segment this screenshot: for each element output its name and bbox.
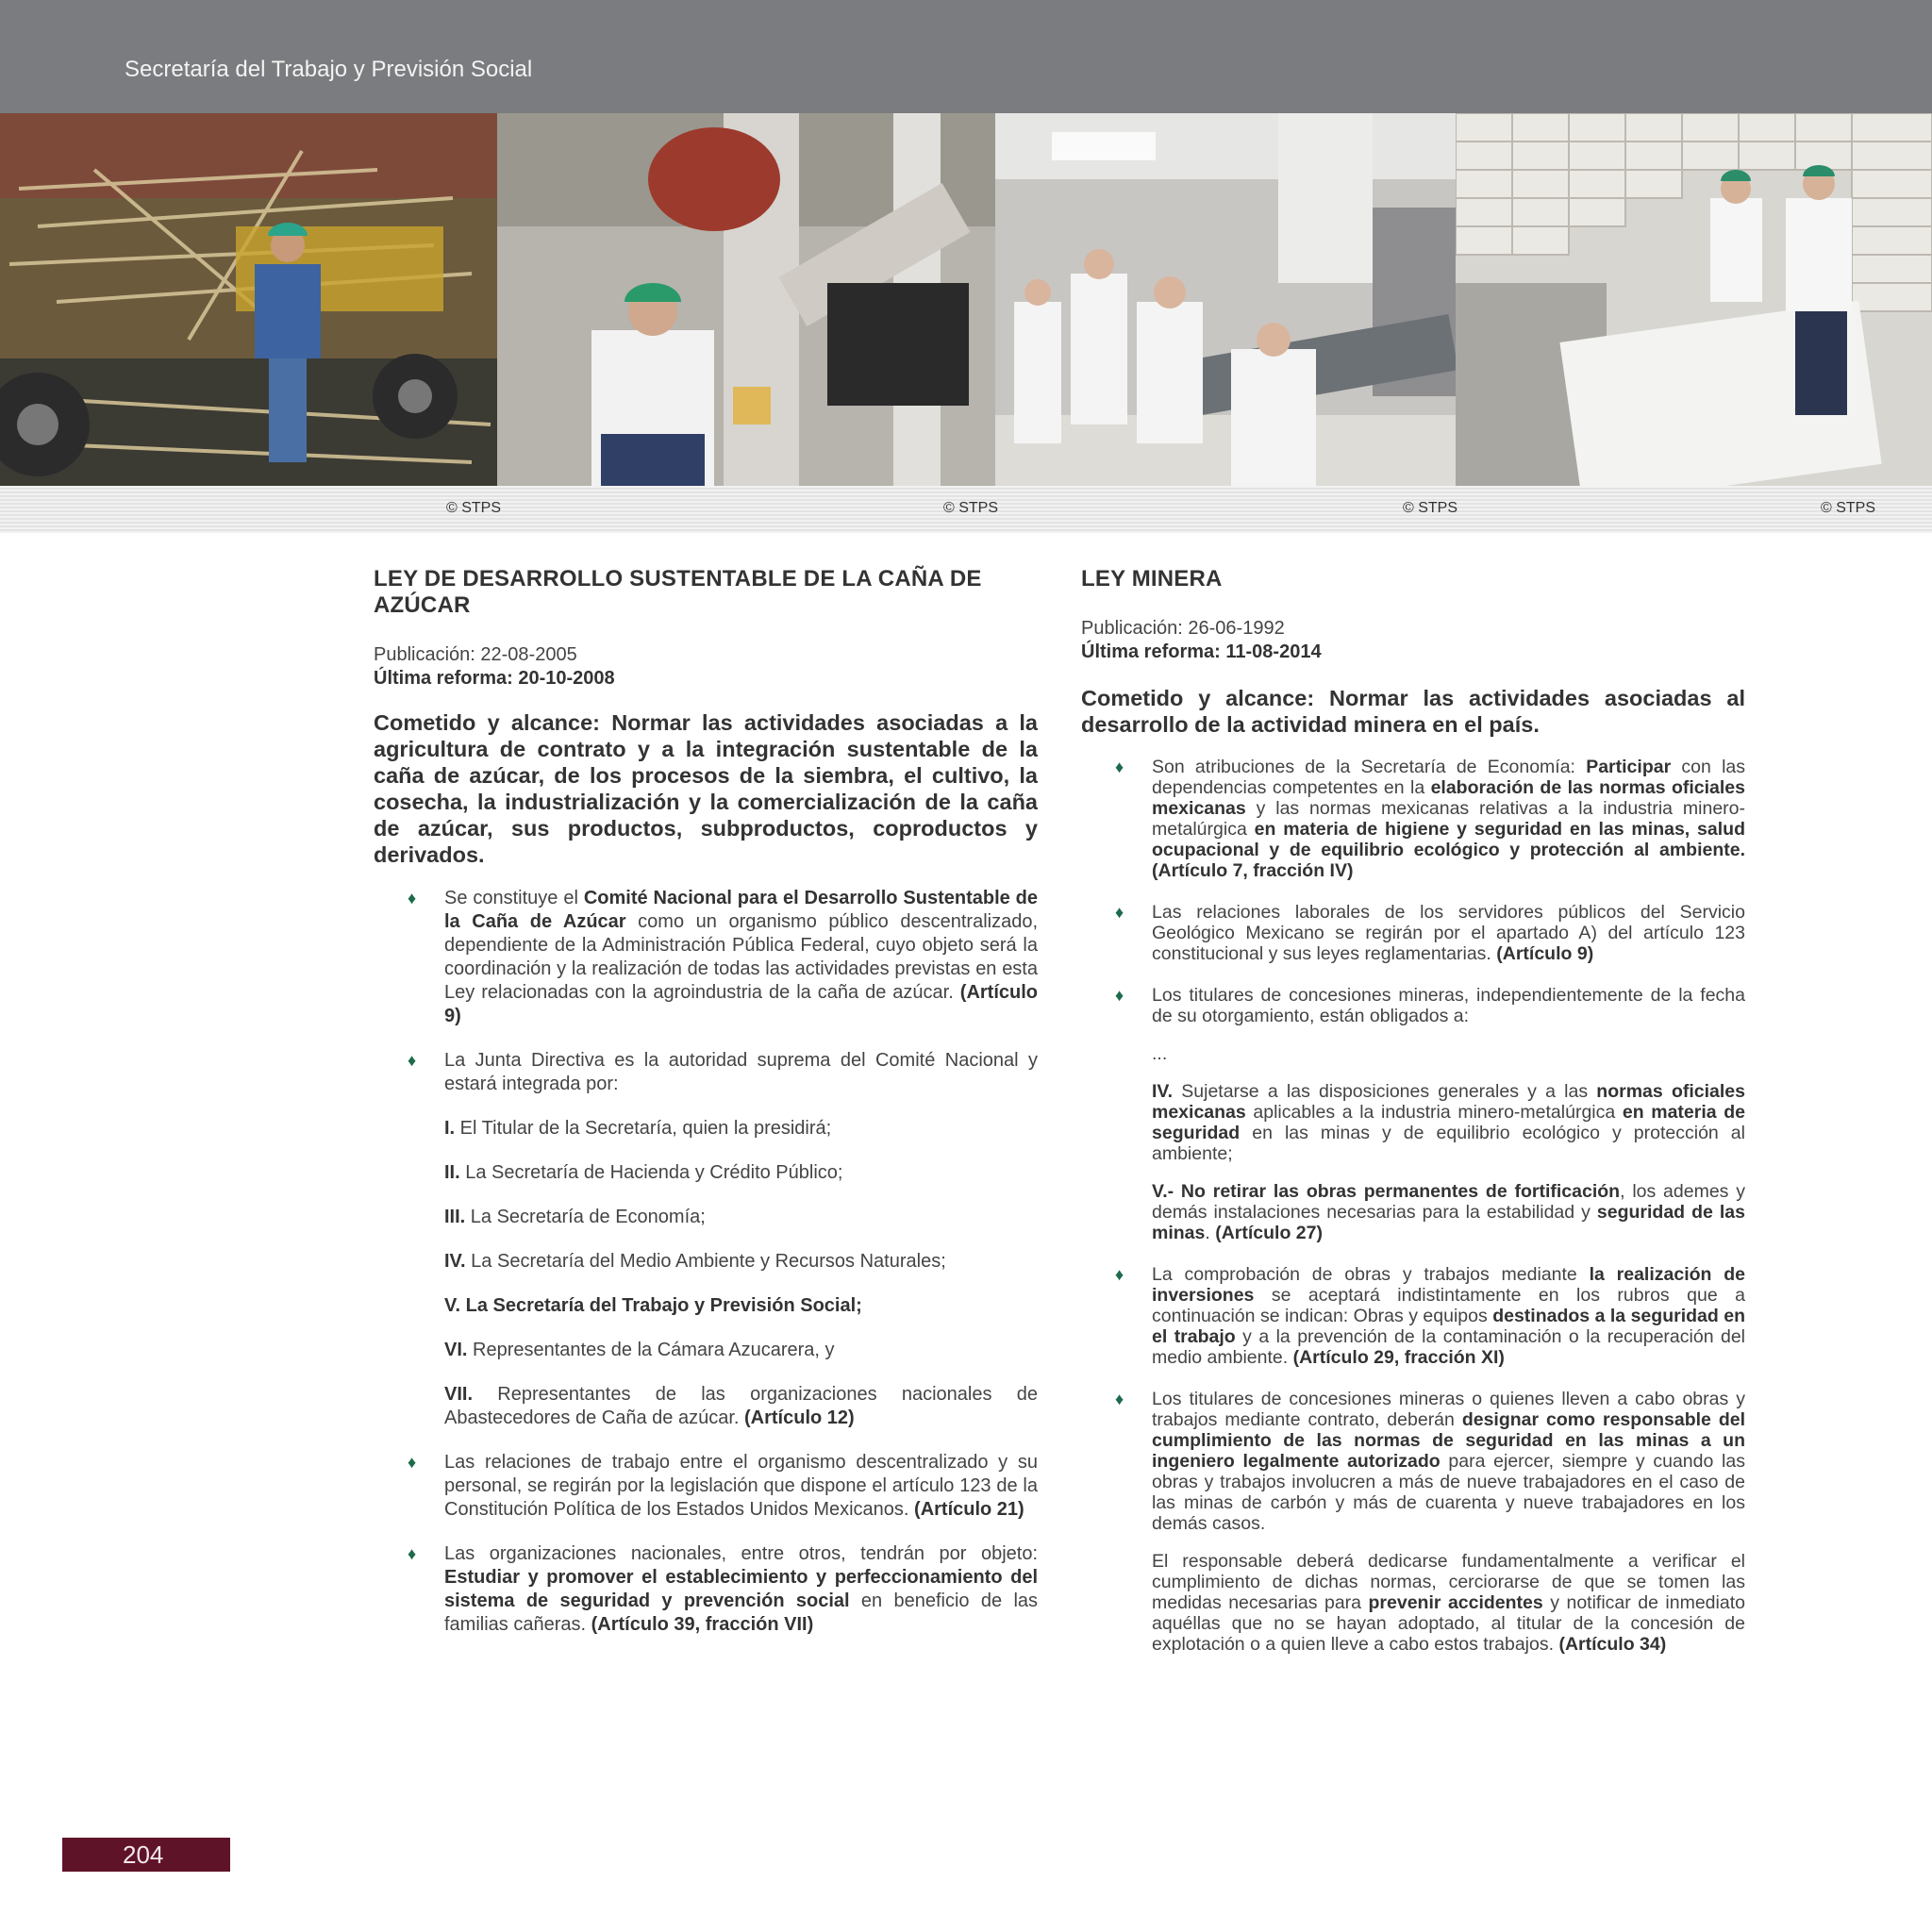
- diamond-bullet-icon: ♦: [1115, 758, 1124, 776]
- list-item: ♦ Las relaciones laborales de los servidores públicos del Servicio Geológico Mexicano se regirán por el apartado A) del artículo 123 constitucional y sus leyes reglamentarias. (Artículo 9): [1115, 902, 1745, 964]
- header-organization: Secretaría del Trabajo y Previsión Social: [125, 57, 533, 82]
- law-scope: Cometido y alcance: Normar las actividades asociadas a la agricultura de contrato y a la integración sustentable de la caña de azúcar, de los procesos de la siembra, el cultivo, la cosecha, la industrialización y la comercialización de la caña de azúcar, sus productos, subproductos, coproductos y derivados.: [374, 710, 1038, 867]
- diamond-bullet-icon: ♦: [1115, 903, 1124, 922]
- law-sugarcane-column: [374, 566, 1038, 1657]
- header-bar: [0, 0, 1932, 113]
- diamond-bullet-icon: ♦: [408, 889, 417, 908]
- photo-packing-line: [995, 113, 1456, 486]
- list-item: ♦ La comprobación de obras y trabajos mediante la realización de inversiones se aceptará indistintamente en los rubros que a continuación se indican: Obras y equipos destinados a la seguridad en el trabajo y a la prevención de la contaminación o la recuperación del medio ambiente. (Artículo 29, fracción XI): [1115, 1264, 1745, 1368]
- photo-sugar-warehouse: [1456, 113, 1932, 486]
- photo-mill-worker: [497, 113, 995, 486]
- photo-credit: © STPS: [446, 500, 502, 516]
- list-item: ♦ Los titulares de concesiones mineras, independientemente de la fecha de su otorgamiento, están obligados a: ... IV. Sujetarse a las disposiciones generales y a las normas oficiales mexicanas aplicables a la industria minero-metalúrgica en materia de seguridad en las minas y de equilibrio ecológico y protección al ambiente; V.- No retirar las obras permanentes de fortificación, los ademes y demás instalaciones necesarias para la estabilidad y seguridad de las minas. (Artículo 27): [1115, 985, 1745, 1243]
- publication-date: Publicación: 26-06-1992: [1081, 618, 1285, 639]
- photo-credit-bar: [0, 486, 1932, 533]
- law-title: LEY DE DESARROLLO SUSTENTABLE DE LA CAÑA DE AZÚCAR: [374, 566, 982, 618]
- diamond-bullet-icon: ♦: [1115, 1265, 1124, 1284]
- photo-credit: © STPS: [1821, 500, 1876, 516]
- list-item: ♦ Se constituye el Comité Nacional para el Desarrollo Sustentable de la Caña de Azúcar como un organismo público descentralizado, dependiente de la Administración Pública Federal, cuyo objeto será la coordinación y la realización de todas las actividades previstas en esta Ley relacionadas con la agroindustria de la caña de azúcar. (Artículo 9): [408, 888, 1038, 1026]
- page-number: 204: [62, 1838, 230, 1872]
- list-item: ♦ Las relaciones de trabajo entre el organismo descentralizado y su personal, se regirán por la legislación que dispone el artículo 123 de la Constitución Política de los Estados Unidos Mexicanos. (Artículo 21): [408, 1452, 1038, 1520]
- diamond-bullet-icon: ♦: [1115, 986, 1124, 1005]
- list-item: ♦ Los titulares de concesiones mineras o quienes lleven a cabo obras y trabajos mediante contrato, deberán designar como responsable del cumplimiento de las normas de seguridad en las minas a un ingeniero legalmente autorizado para ejercer, siempre y cuando las obras y trabajos involucren a más de nueve trabajadores en el caso de las minas de carbón y más de cuarenta y nueve trabajadores en los demás casos. El responsable deberá dedicarse fundamentalmente a verificar el cumplimiento de dichas normas, cerciorarse de que se tomen las medidas necesarias para prevenir accidentes y notificar de inmediato aquéllas que no se hayan adoptado, al titular de la concesión de explotación o a quien lleve a cabo estos trabajos. (Artículo 34): [1115, 1389, 1746, 1655]
- photo-strip: [0, 113, 1932, 486]
- last-reform-date: Última reforma: 20-10-2008: [374, 668, 615, 689]
- diamond-bullet-icon: ♦: [408, 1544, 417, 1563]
- diamond-bullet-icon: ♦: [1115, 1390, 1124, 1408]
- law-mining-column: [1081, 566, 1745, 1675]
- photo-sugarcane-cart: [0, 113, 497, 486]
- list-item: ♦ Son atribuciones de la Secretaría de Economía: Participar con las dependencias competentes en la elaboración de las normas oficiales mexicanas y las normas mexicanas relativas a la industria minero-metalúrgica en materia de higiene y seguridad en las minas, salud ocupacional y de equilibrio ecológico y protección al ambiente. (Artículo 7, fracción IV): [1115, 757, 1746, 881]
- photo-credit: © STPS: [1403, 500, 1458, 516]
- provisions-list: [1081, 757, 1745, 1655]
- publication-date: Publicación: 22-08-2005: [374, 644, 577, 665]
- list-item: ♦ La Junta Directiva es la autoridad suprema del Comité Nacional y estará integrada por: I. El Titular de la Secretaría, quien la presidirá; II. La Secretaría de Hacienda y Crédito Público; III. La Secretaría de Economía; IV. La Secretaría del Medio Ambiente y Recursos Naturales; V. La Secretaría del Trabajo y Previsión Social; VI. Representantes de la Cámara Azucarera, y VII. Representantes de las organizaciones nacionales de Abastecedores de Caña de azúcar. (Artículo 12): [408, 1050, 1038, 1428]
- law-title: LEY MINERA: [1081, 566, 1223, 591]
- provisions-list: [374, 887, 1038, 1637]
- law-scope: Cometido y alcance: Normar las actividades asociadas al desarrollo de la actividad minera en el país.: [1081, 686, 1745, 737]
- diamond-bullet-icon: ♦: [408, 1453, 417, 1472]
- photo-credit: © STPS: [943, 500, 999, 516]
- last-reform-date: Última reforma: 11-08-2014: [1081, 641, 1322, 662]
- diamond-bullet-icon: ♦: [408, 1051, 417, 1070]
- list-item: ♦ Las organizaciones nacionales, entre otros, tendrán por objeto: Estudiar y promover el establecimiento y perfeccionamiento del sistema de seguridad y prevención social en beneficio de las familias cañeras. (Artículo 39, fracción VII): [408, 1543, 1039, 1635]
